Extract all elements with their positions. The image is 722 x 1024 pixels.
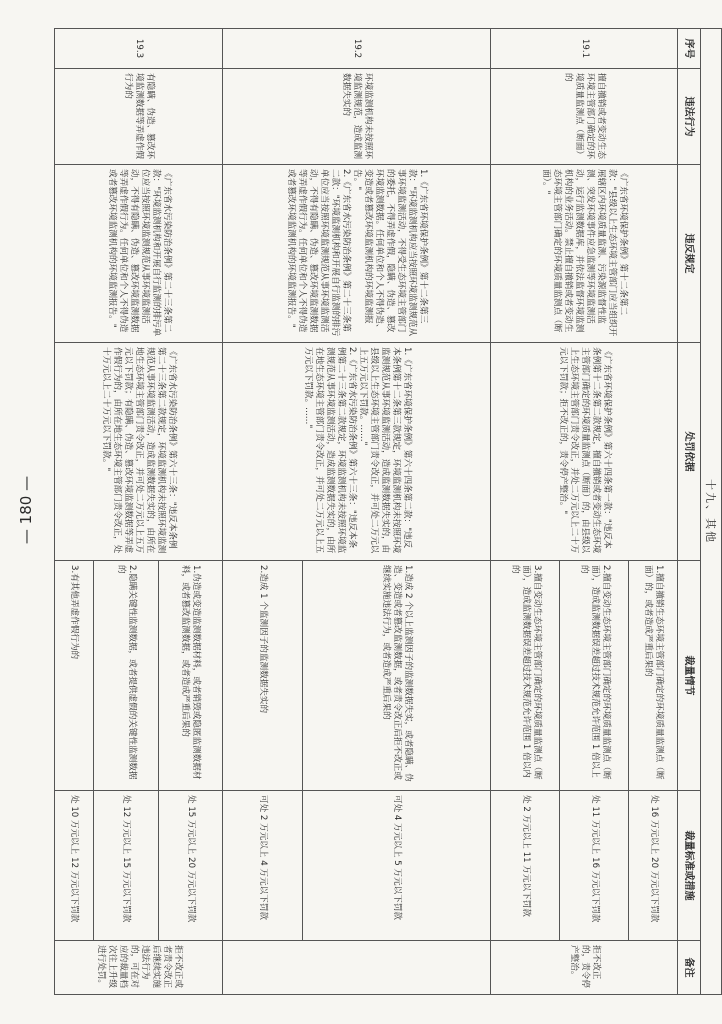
header-remark: 备注 xyxy=(678,941,701,995)
row-act: 有隐瞒、伪造、篡改环境监测数据等弄虚作假行为的 xyxy=(55,69,223,165)
rotated-table-container xyxy=(54,28,722,994)
row-standard: 可处 4 万元以上 5 万元以下罚款 xyxy=(302,791,491,941)
header-circumstance: 裁量情节 xyxy=(678,561,701,791)
row-circumstance: 1.造成 2 个以上监测因子的监测数据失实，或者隐瞒、伪造、变造或者篡改监测数据，或者责令改正后拒不改正或继续实施违法行为，或者造成严重后果的 xyxy=(302,561,491,791)
header-rule: 违反规定 xyxy=(678,165,701,343)
row-standard: 处 11 万元以上 16 万元以下罚款 xyxy=(560,791,629,941)
table-row xyxy=(302,29,491,995)
row-standard: 处 15 万元以上 20 万元以下罚款 xyxy=(158,791,223,941)
row-rule: 《广东省环境保护条例》第十二条第二款："县级以上生态环境主管部门应当组织开展辖区内环境质量监测、污染源监督性监测、突发环境事件应急监测等环境监测活动，运行监测数据库，并依法监督环境监测机构的业务活动。禁止擅自撤销或者变动生态环境主管部门确定的环境质量监测点（断面）。" xyxy=(491,165,678,343)
row-rule: 1.《广东省环境保护条例》第十二条第三款："环境监测机构应当按照环境监测规范从事环境监测活动，不得受生态环境主管部门的委托，不得弄虚作假，隐瞒、伪造、篡改环境监测数据。任何单位和个人不得伪造、变造或者篡改环境监测机构的环境监测报告。" 2.《广东省水污染防治条例》第二十三条第二款："环境监测机构和开展自行监测的排污单位应当按照环境监测规范从事环境监测活动，不得有隐瞒、伪造、篡改环境监测数据等弄虚作假行为。任何单位和个人不得伪造或者篡改环境监测机构的环境监测报告。" xyxy=(223,165,491,343)
row-seq: 19.1 xyxy=(491,29,678,69)
row-circumstance: 2.造成 1 个监测因子的监测数据失实的 xyxy=(223,561,302,791)
row-standard: 可处 2 万元以上 4 万元以下罚款 xyxy=(223,791,302,941)
row-act: 擅自撤销或者变动生态环境主管部门确定的环境质量监测点（断面）的 xyxy=(491,69,678,165)
header-act: 违法行为 xyxy=(678,69,701,165)
header-basis: 处罚依据 xyxy=(678,343,701,561)
row-standard: 处 12 万元以上 15 万元以下罚款 xyxy=(93,791,158,941)
row-circumstance: 1.伪造或变造监测数据材料，或者销毁或隐匿监测数据材料，或者篡改监测数据，或者造成严重后果的 xyxy=(158,561,223,791)
row-basis: 《广东省水污染防治条例》第六十三条："违反本条例第二十三条第二款规定，环境监测机构未按照环境监测规范从事环境监测活动，造成监测数据失实的，由所在地生态环境主管部门责令改正，并可处二万元以上五万元以下罚款；有隐瞒、伪造、篡改环境监测数据等弄虚作假行为的，由所在地生态环境主管部门责令改正，处十万元以上二十万元以下罚款。" xyxy=(55,343,223,561)
row-remark xyxy=(223,941,491,995)
table-row xyxy=(629,29,678,995)
row-standard: 处 16 万元以上 20 万元以下罚款 xyxy=(629,791,678,941)
table-row xyxy=(158,29,223,995)
row-rule: 《广东省水污染防治条例》第二十三条第二款："环境监测机构和开展自行监测的排污单位应当按照环境监测规范从事环境监测活动，不得有隐瞒、伪造、篡改环境监测数据等弄虚作假行为。任何单位和个人不得伪造或者篡改环境监测机构的环境监测报告。" xyxy=(55,165,223,343)
row-remark: 拒不改正的，责令停产整治。 xyxy=(491,941,678,995)
section-title: 十九、其他 xyxy=(701,29,722,995)
row-circumstance: 2.擅自变动生态环境主管部门确定的环境质量监测点（断面），造成监测数据误差超过技术规范允许范围 1 倍以上的 xyxy=(560,561,629,791)
row-standard: 处 2 万元以上 11 万元以下罚款 xyxy=(491,791,560,941)
row-circumstance: 1.擅自撤销生态环境主管部门确定的环境质量监测点（断面）的，或者造成严重后果的 xyxy=(629,561,678,791)
row-act: 环境监测机构未按照环境监测规范，造成监测数据失实的 xyxy=(223,69,491,165)
header-seq: 序号 xyxy=(678,29,701,69)
row-basis: 《广东省环境保护条例》第六十四条第一款："违反本条例第十二条第二款规定，擅自撤销或者变动生态环境主管部门确定的环境质量监测点（断面）的，由县级以上生态环境主管部门责令改正，并处二万元以上二十万元以下罚款；拒不改正的，责令停产整治。" xyxy=(491,343,678,561)
row-standard: 处 10 万元以上 12 万元以下罚款 xyxy=(55,791,94,941)
row-seq: 19.3 xyxy=(55,29,223,69)
penalty-table xyxy=(54,28,722,995)
header-standard: 裁量标准或措施 xyxy=(678,791,701,941)
row-circumstance: 2.隐瞒关键性监测数据，或者提供虚假的关键性监测数据的 xyxy=(93,561,158,791)
row-seq: 19.2 xyxy=(223,29,491,69)
row-remark: 拒不改正或者责令改正后继续实施违法行为的，可在对应的裁量档次往上升级进行处罚。 xyxy=(55,941,223,995)
row-circumstance: 3.擅自变动生态环境主管部门确定的环境质量监测点（断面），造成监测数据误差超过技术规范允许范围 1 倍以内的 xyxy=(491,561,560,791)
row-circumstance: 3.有其他弄虚作假行为的 xyxy=(55,561,94,791)
page-number: — 180 — xyxy=(17,475,36,545)
row-basis: 1.《广东省环境保护条例》第六十四条第二款："违反本条例第十二条第三款规定，环境监测机构未按照环境监测规范从事环境监测活动，造成监测数据失实的，由县级以上生态环境主管部门责令改正，并可处二万元以上五万元以下罚款。……" 2.《广东省水污染防治条例》第六十三条："违反本条例第二十三条第二款规定，环境监测机构未按照环境监测规范从事环境监测活动，造成监测数据失实的，由所在地生态环境主管部门责令改正，并可处二万元以上五万元以下罚款。……" xyxy=(223,343,491,561)
